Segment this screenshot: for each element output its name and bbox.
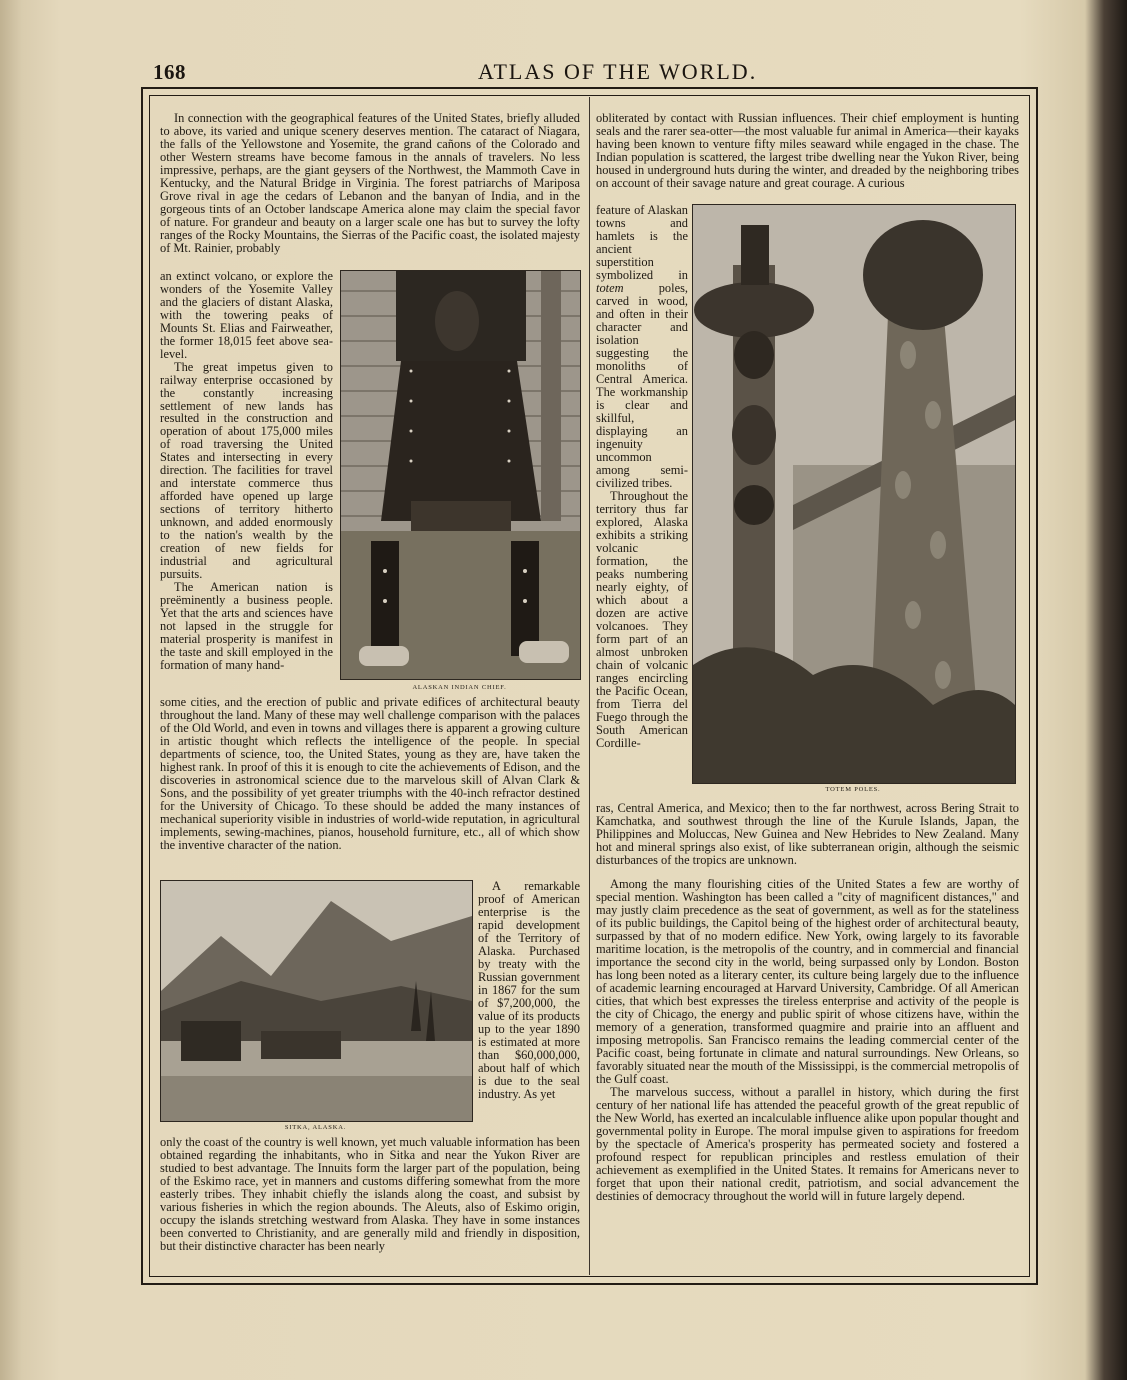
page-number: 168: [153, 60, 186, 84]
caption-chief: ALASKAN INDIAN CHIEF.: [412, 684, 507, 691]
paragraph-volcanoes-cont: ras, Central America, and Mexico; then to the far northwest, across Bering Strait to Kamchatka, and southwest through the line of the Kurule Islands, Japan, the Philippines and Moluccas, New Guinea and New Hebrides to New Zealand. Many hot and mineral springs also exist, of like subterranean origin, although the seismic disturbances of the tropics are unknown.: [596, 802, 1019, 867]
paragraph-railways: The great impetus given to railway enterprise occasioned by the constantly increasing settlement of new lands has resulted in the construction and operation of about 175,000 miles of road traversing the United States and intersecting in every direction. The facilities for travel and interstate commerce thus afforded have opened up large sections of territory hitherto unknown, and added enormously to the nation's wealth by the creation of new fields for industrial and agricultural pursuits.: [160, 359, 333, 581]
sitka-engraving: [160, 880, 473, 1122]
paragraph-alaska: A remarkable proof of American enterprise is the rapid development of the Territory of Alaska. Purchased by treaty with the Russian government in 1867 for the sum of $7,200,000, the value of its products up to the year 1890 is estimated at more than $60,000,000, about half of which is due to the seal industry. As yet: [478, 880, 580, 1101]
running-title: ATLAS OF THE WORLD.: [478, 59, 758, 84]
column-divider: [589, 97, 590, 1275]
paragraph-business: The American nation is preëminently a business people. Yet that the arts and sciences have not lapsed in the struggle for material prosperity is manifest in the taste and skill employed in the formation of many hand-: [160, 579, 333, 672]
caption-sitka: SITKA, ALASKA.: [284, 1124, 347, 1131]
paragraph-scenery-cont: an extinct volcano, or explore the wonders of the Yosemite Valley and the glaciers of distant Alaska, with the towering peaks of Mounts St. Elias and Fairweather, the former 18,015 feet above sea-level.: [160, 270, 333, 361]
paragraph-volcanoes: Throughout the territory thus far explored, Alaska exhibits a striking volcanic formation, the peaks numbering nearly eighty, of which about a dozen are active volcanoes. They form part of an almost unbroken chain of volcanic ranges encircling the Pacific Ocean, from Tierra del Fuego through the South American Cordille-: [596, 489, 688, 750]
left-text-middle: [160, 696, 580, 876]
alaskan-chief-engraving: [340, 270, 581, 680]
paragraph-business-cont: some cities, and the erection of public and private edifices of architectural beauty throughout the land. Many of these may well challenge comparison with the palaces of the Old World, and even in towns and villages there is apparent a growing culture in artistic thought which reflects the intelligence of the people. In special departments of science, too, the United States, young as they are, have taken the highest rank. In proof of this it is enough to cite the achievements of Edison, and the discoveries in astronomical science due to the marvelous skill of Alvan Clark & Sons, and the possibility of yet greater triumphs with the 40-inch refractor destined for the University of Chicago. To these should be added the many instances of mechanical superiority visible in industries of world-wide reputation, in agricultural implements, sewing-machines, pianos, household furniture, etc., all of which show the inventive character of the nation.: [160, 696, 580, 852]
paragraph-alaska-cont: only the coast of the country is well known, yet much valuable information has been obtained regarding the inhabitants, who in Sitka and near the Yukon River are studied to best advantage. The Innuits form the larger part of the population, being of the Eskimo race, yet in manners and customs differing somewhat from the more easterly tribes. They inhabit chiefly the islands along the coast, and subsist by various fisheries in which the region abounds. The Aleuts, also of Eskimo origin, occupy the islands stretching westward from Alaska. They have in some instances been converted to Christianity, and are generally mild and friendly in disposition, but their distinctive character has been nearly: [160, 1136, 580, 1253]
right-text-bottom: [596, 878, 1019, 1268]
caption-totem: TOTEM POLES.: [825, 786, 881, 793]
right-text-middle: [596, 802, 1019, 878]
left-text-beside-chief: [160, 270, 333, 696]
left-text-top: [160, 112, 580, 270]
right-text-beside-totems: [596, 204, 688, 802]
totem-poles-engraving: [692, 204, 1016, 784]
paragraph-scenery: In connection with the geographical features of the United States, briefly alluded to above, its varied and unique scenery deserves mention. The cataract of Niagara, the falls of the Yellowstone and Yosemite, the grand cañons of the Colorado and other Western streams have become famous in the annals of travelers. No less impressive, perhaps, are the giant geysers of the Northwest, the Mammoth Cave in Kentucky, and the Natural Bridge in Virginia. The forest patriarchs of Mariposa Grove rival in age the cedars of Lebanon and the banyan of India, and in the gorgeous tints of an October landscape America alone may claim the special favor of nature. For grandeur and beauty on a larger scale one has but to survey the lofty ranges of the Rocky Mountains, the Sierras of the Pacific coast, the isolated majesty of Mt. Rainier, probably: [160, 112, 580, 255]
right-text-top: [596, 112, 1019, 204]
paragraph-republic: The marvelous success, without a parallel in history, which during the first century of her national life has attended the peaceful growth of the great republic of the New World, has exerted an incalculable influence alike upon popular thought and governmental polity in Europe. The moral impulse given to aspirations for freedom by the spectacle of America's prosperity has permeated society and fostered a profound respect for republican principles and restless emulation of their achievement as exemplified in the United States. It remains for Americans never to forget that upon their national credit, patriotism, and social advancement the destinies of democracy throughout the world will in future largely depend.: [596, 1085, 1019, 1203]
paragraph-inhabitants-cont: obliterated by contact with Russian influences. Their chief employment is hunting seals and the rarer sea-otter—the most valuable fur animal in America—their kayaks having been known to venture fifty miles seaward while engaged in the chase. The Indian population is scattered, the largest tribe dwelling near the Yukon River, being housed in underground huts during the winter, and dreaded by the neighboring tribes on account of their savage nature and great courage. A curious: [596, 112, 1019, 190]
paragraph-totems: feature of Alaskan towns and hamlets is the ancient superstition symbolized in totem poles, carved in wood, and often in their character and isolation suggesting the monoliths of Central America. The workmanship is clear and skillful, displaying an ingenuity uncommon among semi-civilized tribes.: [596, 204, 688, 490]
paragraph-cities: Among the many flourishing cities of the United States a few are worthy of special mention. Washington has been called a "city of magnificent distances," and may justly claim precedence as the seat of government, as well as for the stateliness of its public buildings, the Capitol being of the highest order of architectural beauty, surpassed by that of no modern edifice. New York, owing largely to its favorable maritime location, is the metropolis of the country, and in commercial and financial importance the second city in the world, being surpassed only by London. Boston has long been noted as a literary center, its culture being largely due to the influence of academic learning encouraged at Harvard University, Cambridge. Of all American cities, that which best expresses the tireless enterprise and activity of the people is the city of Chicago, the energy and public spirit of whose citizens have, within the memory of a generation, transformed quagmire and prairie into an affluent and imposing metropolis. San Francisco remains the leading commercial center of the Pacific coast, being fortunate in climate and natural surroundings. New Orleans, so favorably situated near the mouth of the Mississippi, is the commercial metropolis of the Gulf coast.: [596, 878, 1019, 1086]
left-text-beside-sitka: [478, 880, 580, 1136]
left-text-bottom: [160, 1136, 580, 1272]
